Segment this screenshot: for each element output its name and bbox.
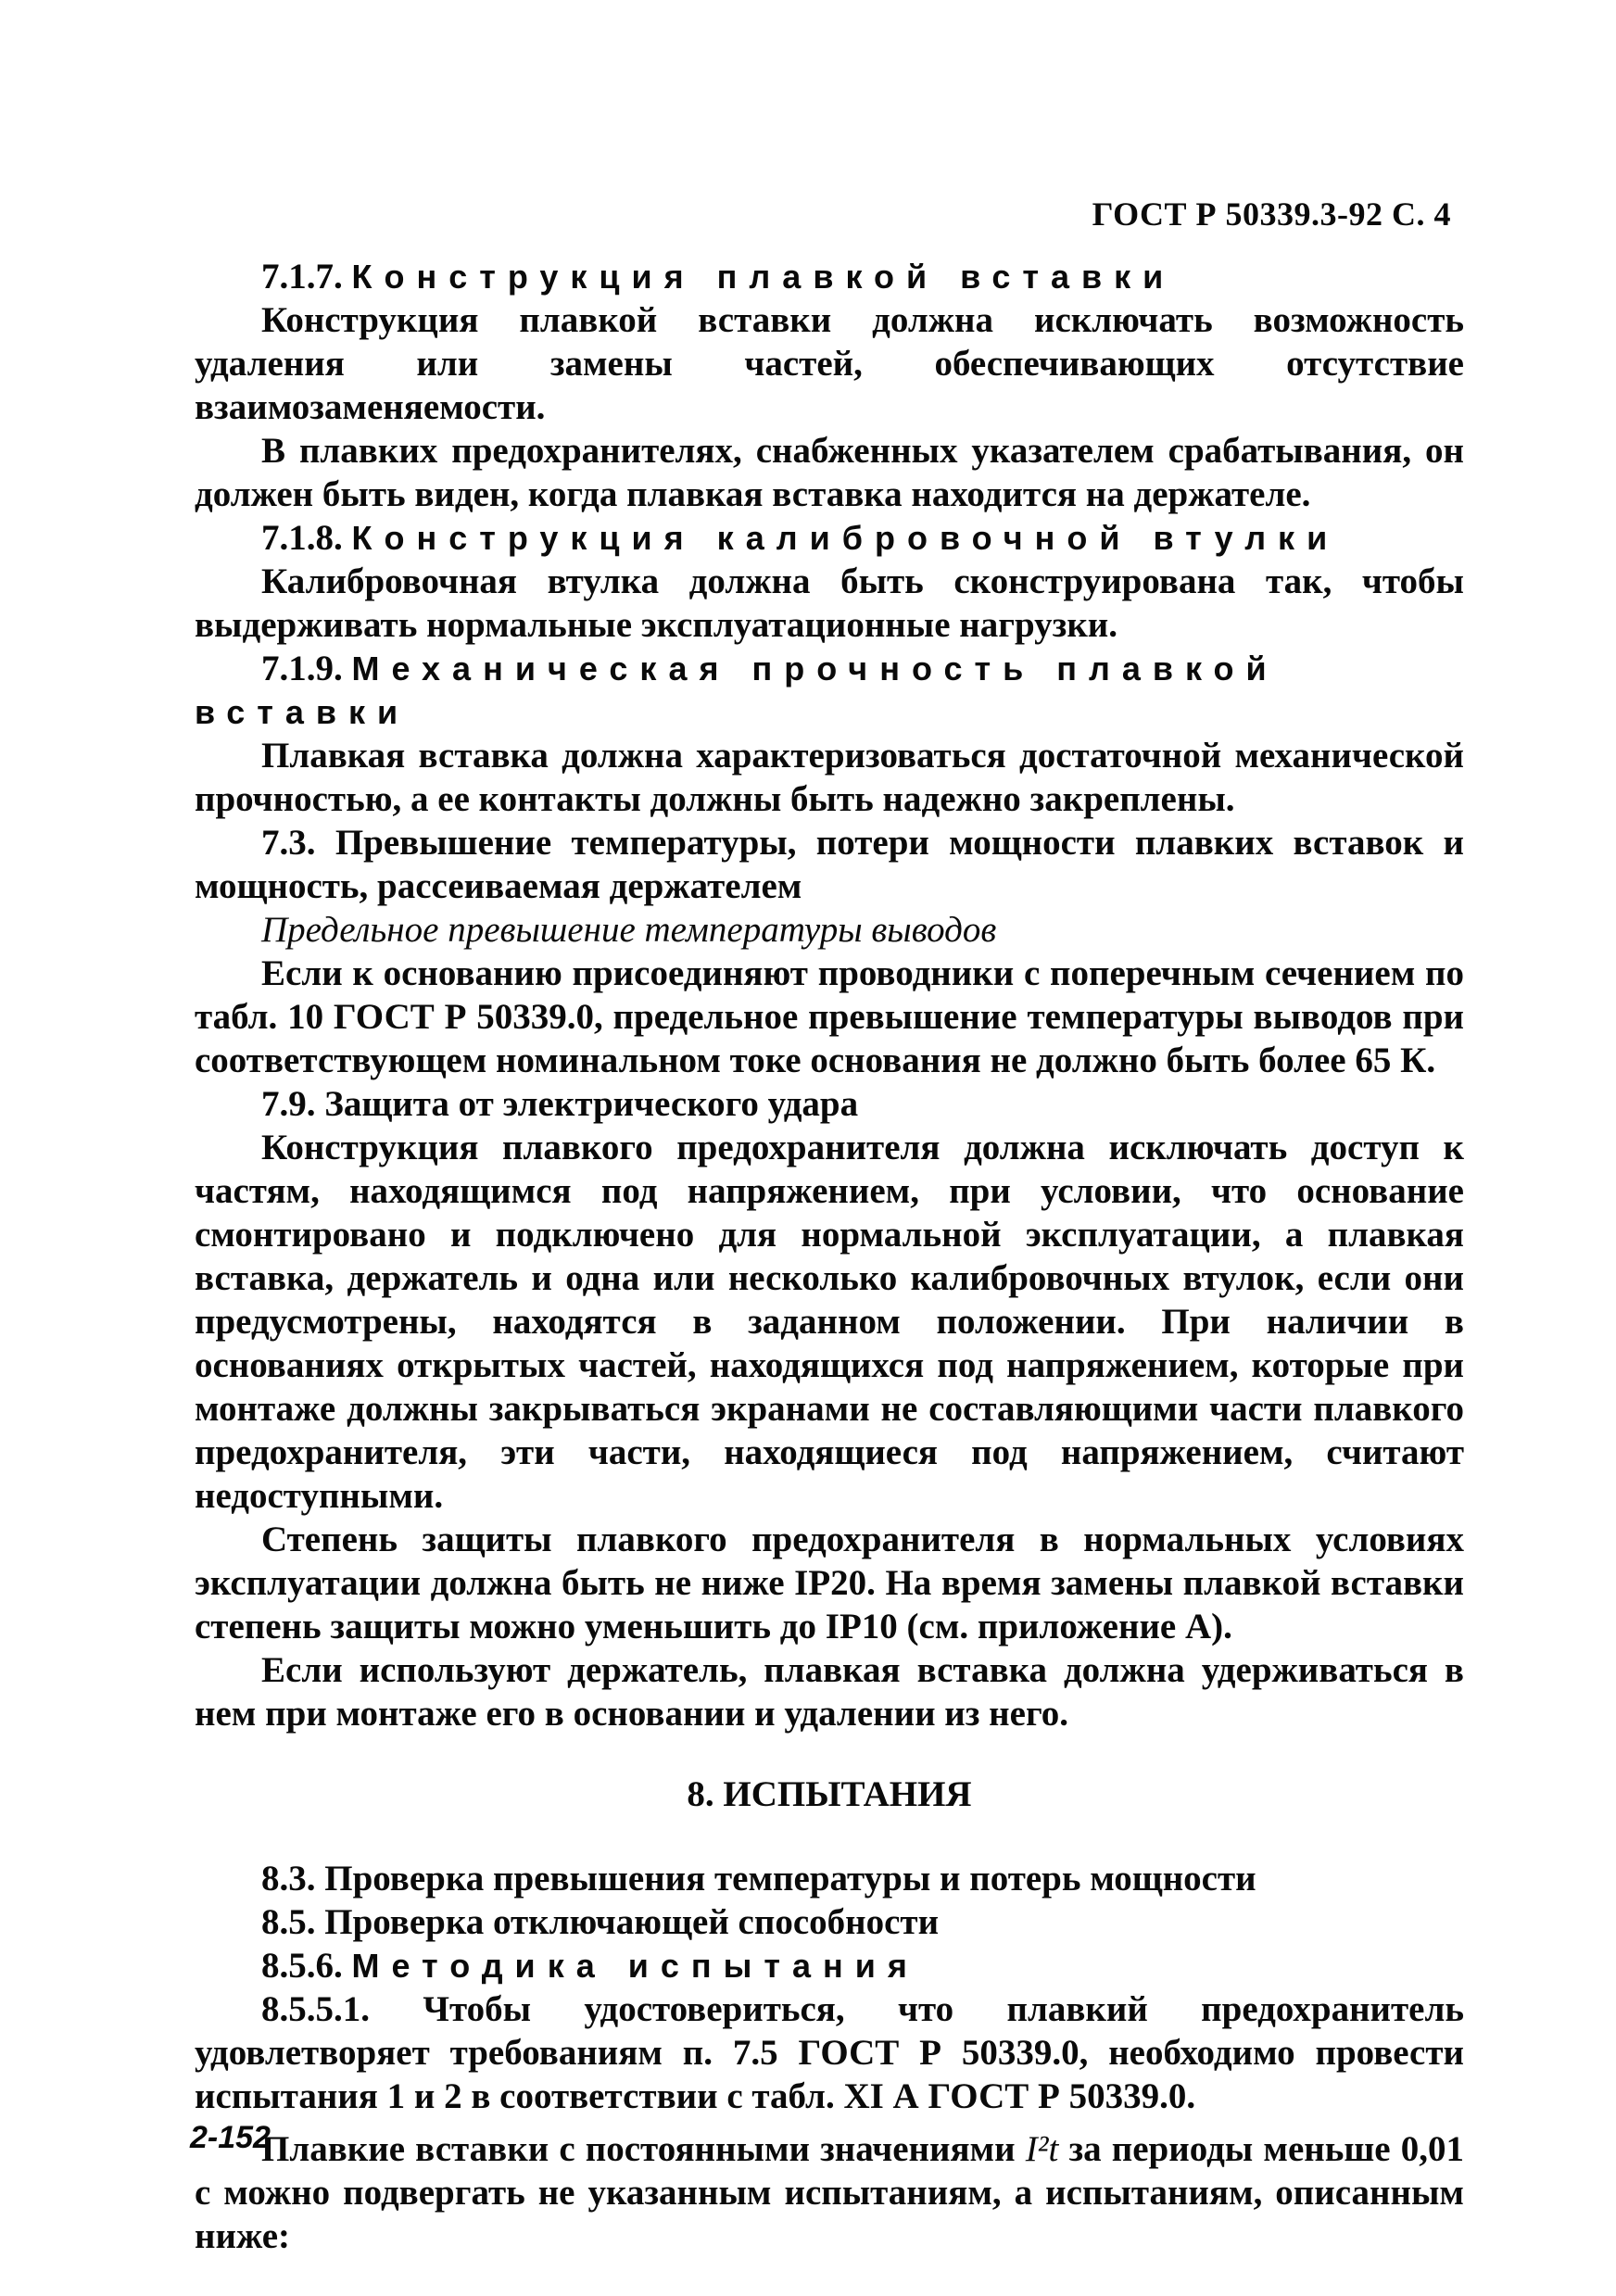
paragraph-7-1-8: Калибровочная втулка должна быть сконструирована так, чтобы выдерживать нормальные эксплуатационные нагрузки. [195, 561, 1464, 645]
heading-7-3 [195, 821, 1464, 908]
heading-8-5-6-title: Методика испытания [351, 1947, 919, 1985]
heading-8-5-6 [195, 1944, 1464, 1987]
paragraph-7-9-c: Если используют держатель, плавкая вставка должна удерживаться в нем при монтаже его в основании и удалении из него. [195, 1650, 1464, 1734]
paragraph-7-1-7: Конструкция плавкой вставки должна исключать возможность удаления или замены частей, обеспечивающих отсутствие взаимозаменяемости. [195, 300, 1464, 427]
paragraph-last-before: Плавкие вставки с постоянными значениями [261, 2129, 1016, 2169]
formula-i2t: I²t [1025, 2129, 1059, 2169]
heading-8-5-6-number: 8.5.6. [261, 1946, 343, 1986]
page-header: ГОСТ Р 50339.3-92 С. 4 [1092, 196, 1451, 233]
heading-7-1-7-title: Конструкция плавкой вставки [351, 258, 1176, 296]
heading-7-9-title: Защита от электрического удара [324, 1084, 859, 1124]
section-8-title: 8. ИСПЫТАНИЯ [687, 1774, 972, 1814]
heading-7-9-number: 7.9. [261, 1084, 316, 1124]
heading-7-1-9-title: Механическая прочность плавкой вставки [195, 650, 1279, 731]
heading-7-1-7 [195, 255, 1464, 298]
paragraph-7-1-7-b: В плавких предохранителях, снабженных указателем срабатывания, он должен быть виден, когда плавкая вставка находится на держателе. [195, 431, 1464, 514]
paragraph-7-1-9: Плавкая вставка должна характеризоваться достаточной механической прочностью, а ее контакты должны быть надежно закреплены. [195, 736, 1464, 819]
heading-7-1-7-number: 7.1.7. [261, 257, 343, 296]
paragraph-7-9-b: Степень защиты плавкого предохранителя в нормальных условиях эксплуатации должна быть не ниже IP20. На время замены плавкой вставки степень защиты можно уменьшить до IP10 (см. приложение А). [195, 1520, 1464, 1646]
heading-7-3-title: Превышение температуры, потери мощности плавких вставок и мощность, рассеиваемая держателем [195, 823, 1465, 906]
paragraph-7-3: Если к основанию присоединяют проводники с поперечным сечением по табл. 10 ГОСТ Р 50339.0, предельное превышение температуры выводов при соответствующем номинальном токе основания не должно быть более 65 К. [195, 953, 1464, 1080]
heading-7-1-9 [195, 647, 1464, 734]
heading-8-5: 8.5. Проверка отключающей способности [261, 1902, 940, 1942]
page-footer: 2-152 [190, 2120, 271, 2155]
paragraph-7-9-a: Конструкция плавкого предохранителя должна исключать доступ к частям, находящимся под напряжением, при условии, что основание смонтировано и подключено для нормальной эксплуатации, а плавкая вставка, держатель и одна или несколько калибровочных втулок, если они предусмотрены, находятся в заданном положении. При наличии в основаниях открытых частей, находящихся под напряжением, которые при монтаже должны закрываться экранами не составляющими части плавкого предохранителя, эти части, находящиеся под напряжением, считают недоступными. [195, 1128, 1464, 1516]
subheading-7-3: Предельное превышение температуры выводов [261, 910, 997, 950]
heading-7-1-8 [195, 516, 1464, 560]
heading-7-3-number: 7.3. [261, 823, 316, 863]
paragraph-last [195, 2127, 1464, 2258]
document-body [195, 255, 1464, 2258]
heading-7-1-9-number: 7.1.9. [261, 649, 343, 688]
paragraph-8-5-5-1: 8.5.5.1. Чтобы удостовериться, что плавкий предохранитель удовлетворяет требованиям п. 7.5 ГОСТ Р 50339.0, необходимо провести испытания 1 и 2 в соответствии с табл. XI А ГОСТ Р 50339.0. [195, 1989, 1464, 2116]
paragraph-last-after: за периоды меньше 0,01 с можно подвергать не указанным испытаниям, а испытаниям, описанным ниже: [195, 2129, 1465, 2256]
heading-7-1-8-number: 7.1.8. [261, 518, 343, 558]
heading-7-1-8-title: Конструкция калибровочной втулки [351, 519, 1340, 557]
heading-8-3: 8.3. Проверка превышения температуры и потерь мощности [261, 1859, 1256, 1899]
heading-7-9 [195, 1082, 1464, 1126]
